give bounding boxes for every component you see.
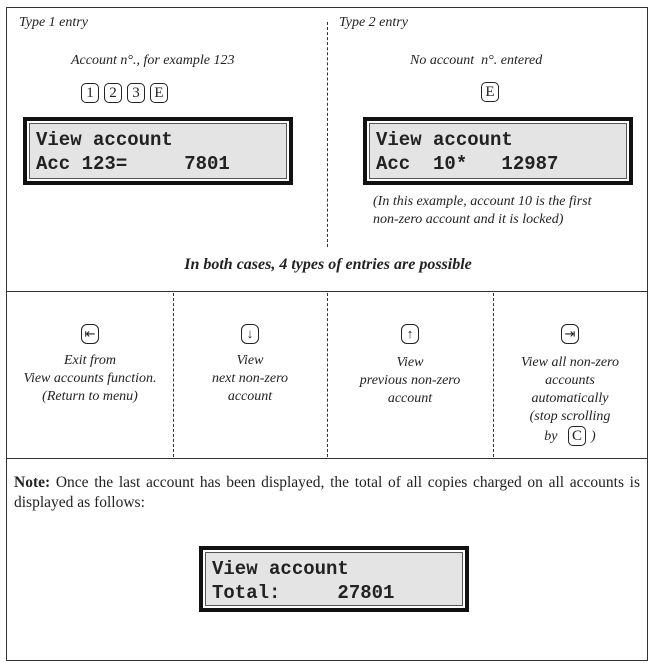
divider	[173, 293, 174, 457]
key-e: E	[481, 82, 499, 102]
type2-note	[373, 193, 592, 229]
lcd-display-type2	[363, 117, 633, 185]
key-c: C	[568, 426, 586, 446]
action-text: (Return to menu)	[42, 389, 138, 404]
action-text: View	[236, 353, 264, 368]
right-arrow-key-icon: ⇥	[561, 324, 579, 344]
down-arrow-key-icon: ↓	[241, 324, 259, 344]
action-text: (stop scrolling	[529, 409, 611, 424]
key-1: 1	[81, 83, 99, 103]
key-3: 3	[127, 83, 145, 103]
action-text: Exit from	[64, 353, 116, 368]
type1-keys	[81, 83, 173, 103]
type2-keys	[481, 82, 504, 102]
divider	[327, 22, 328, 247]
type2-heading: Type 2 entry	[339, 15, 408, 30]
type1-heading: Type 1 entry	[19, 15, 88, 30]
action-text: accounts	[545, 373, 595, 388]
action-text: View all non-zero	[521, 355, 619, 370]
action-auto-scroll	[495, 324, 645, 446]
key-e: E	[150, 83, 168, 103]
action-text: next non-zero	[211, 371, 289, 386]
lcd-display-total	[199, 546, 469, 612]
divider	[6, 291, 648, 292]
action-text: View	[396, 355, 424, 370]
divider	[327, 293, 328, 457]
note-line: non-zero account and it is locked)	[373, 212, 564, 227]
note-label: Note:	[14, 474, 51, 491]
lcd-line1: View account	[212, 558, 349, 580]
lcd-line2: Acc 123= 7801	[36, 153, 230, 175]
note-paragraph	[14, 473, 640, 513]
key-2: 2	[104, 83, 122, 103]
action-text: View accounts function.	[23, 371, 157, 386]
action-exit	[8, 324, 172, 406]
lcd-line2: Acc 10* 12987	[376, 153, 559, 175]
action-text: account	[227, 389, 273, 404]
action-text: account	[387, 391, 433, 406]
up-arrow-key-icon: ↑	[401, 324, 419, 344]
action-text: automatically	[531, 391, 609, 406]
action-text: previous non-zero	[359, 373, 461, 388]
type2-caption: No account n°. entered	[410, 53, 543, 68]
lcd-line2: Total: 27801	[212, 582, 395, 604]
divider	[6, 458, 648, 459]
note-line: (In this example, account 10 is the first	[373, 194, 592, 209]
note-text: Once the last account has been displayed, the total of all copies charged on all accounts is displayed as follows:	[14, 474, 640, 511]
action-previous	[329, 324, 491, 408]
action-next	[175, 324, 325, 406]
type1-caption: Account n°., for example 123	[71, 53, 235, 68]
action-text: by	[544, 429, 558, 444]
lcd-line1: View account	[36, 129, 173, 151]
lcd-line1: View account	[376, 129, 513, 151]
both-cases-heading: In both cases, 4 types of entries are possible	[184, 256, 472, 273]
lcd-display-type1	[23, 117, 293, 185]
divider	[493, 293, 494, 457]
action-text: )	[591, 429, 596, 444]
left-arrow-key-icon: ⇤	[81, 324, 99, 344]
